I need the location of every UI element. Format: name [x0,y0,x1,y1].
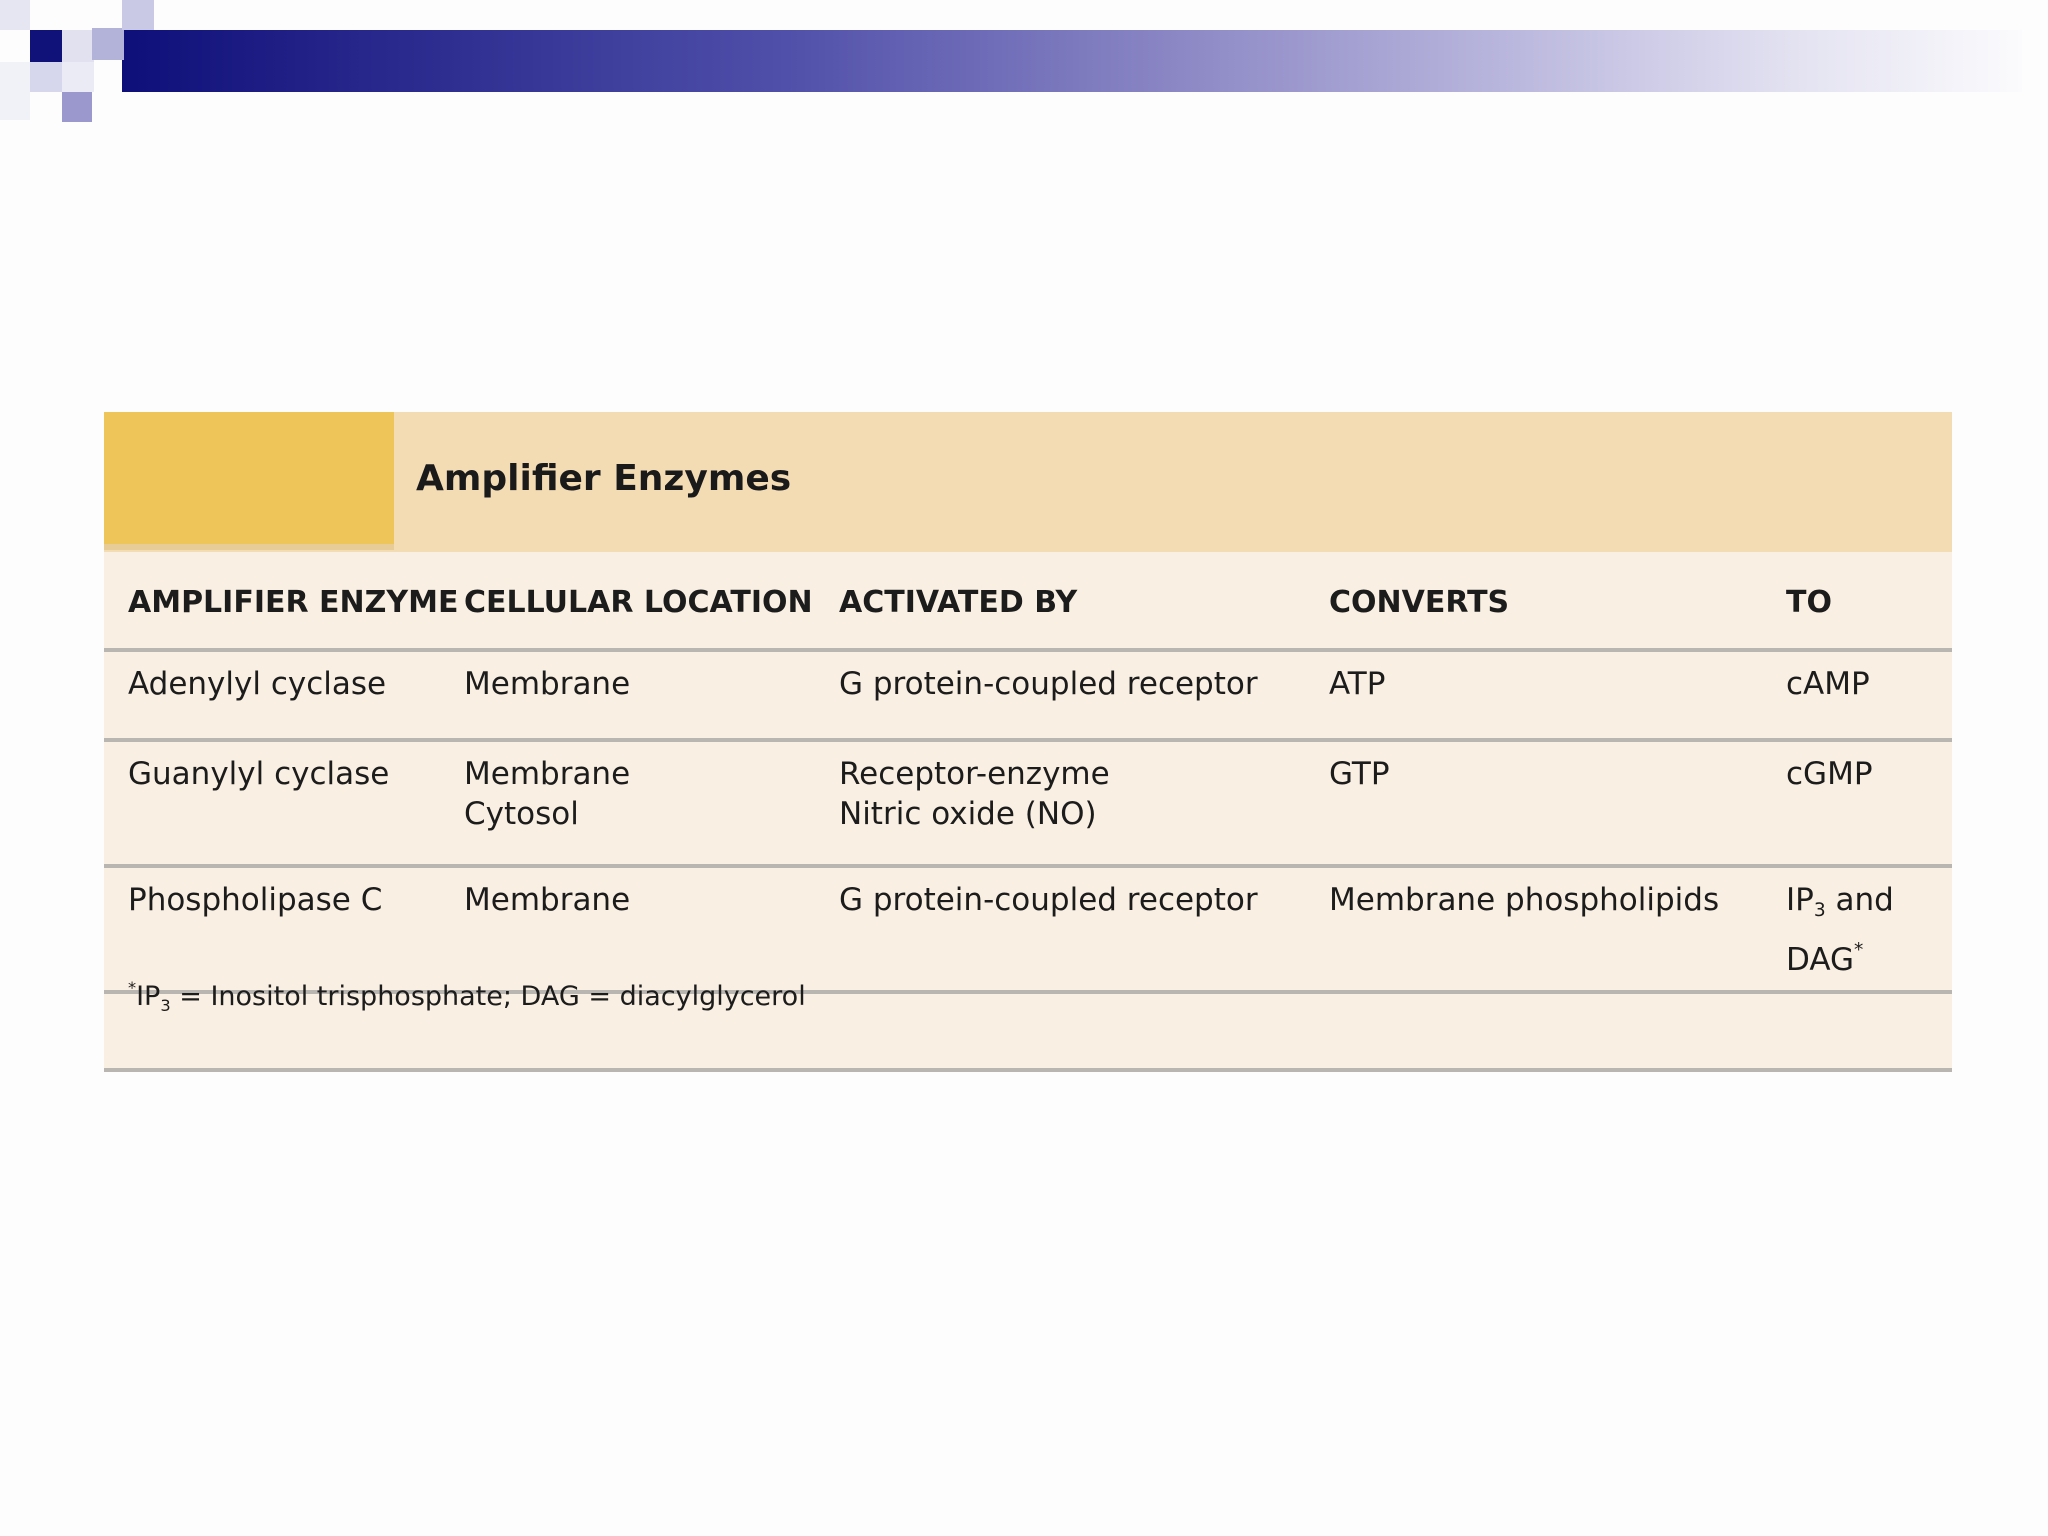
footnote-mark: * [1854,940,1864,961]
decor-square [62,92,92,122]
col-header-location: CELLULAR LOCATION [464,552,839,650]
panel-bottom-rule [104,1068,1952,1072]
activator-line: Nitric oxide (NO) [839,796,1097,832]
cell-location [464,740,839,866]
decor-square [92,28,124,60]
decor-square [0,0,30,30]
subscript: 3 [160,996,171,1015]
cell-location [464,866,839,992]
decor-square [30,62,62,92]
location-line: Membrane [464,756,631,792]
amplifier-enzymes-panel [104,412,1952,1072]
panel-header [104,412,1952,552]
cell-converts: Membrane phospholipids [1329,866,1786,992]
decor-square [0,62,30,120]
location-line: Membrane [464,882,631,918]
col-header-activated-by: ACTIVATED BY [839,552,1329,650]
to-text: and [1825,882,1894,918]
cell-to: cGMP [1786,740,1952,866]
table-row [104,740,1952,866]
subscript: 3 [1813,900,1826,921]
to-line-1 [1786,880,1952,931]
col-header-converts: CONVERTS [1329,552,1786,650]
cell-converts: ATP [1329,650,1786,740]
cell-activated-by [839,866,1329,992]
cell-enzyme: Phospholipase C [104,866,464,992]
activator-line: G protein-coupled receptor [839,882,1258,918]
cell-activated-by [839,650,1329,740]
decor-square [122,0,154,30]
footnote-text: = Inositol trisphosphate; DAG = diacylglycerol [170,981,806,1012]
col-header-enzyme: AMPLIFIER ENZYME [104,552,464,650]
table-row [104,650,1952,740]
header-accent-block [104,412,394,544]
title-banner [122,30,2022,92]
cell-location [464,650,839,740]
location-line: Cytosol [464,796,579,832]
cell-to: cAMP [1786,650,1952,740]
cell-activated-by [839,740,1329,866]
cell-enzyme: Guanylyl cyclase [104,740,464,866]
table-footnote [128,978,806,1015]
to-line-2 [1786,931,1952,980]
col-header-to: TO [1786,552,1952,650]
decor-square [62,62,94,92]
location-line: Membrane [464,666,631,702]
enzymes-table [104,552,1952,994]
activator-line: Receptor-enzyme [839,756,1110,792]
cell-converts: GTP [1329,740,1786,866]
footnote-mark: * [128,978,137,997]
header-row [104,552,1952,650]
activator-line: G protein-coupled receptor [839,666,1258,702]
cell-to [1786,866,1952,992]
to-text: IP [1786,882,1814,918]
cell-enzyme: Adenylyl cyclase [104,650,464,740]
table-title: Amplifier Enzymes [416,458,792,499]
to-text: DAG [1786,942,1855,978]
table-row [104,866,1952,992]
footnote-text: IP [136,981,161,1012]
decor-square [62,30,94,62]
decor-square [30,30,62,62]
